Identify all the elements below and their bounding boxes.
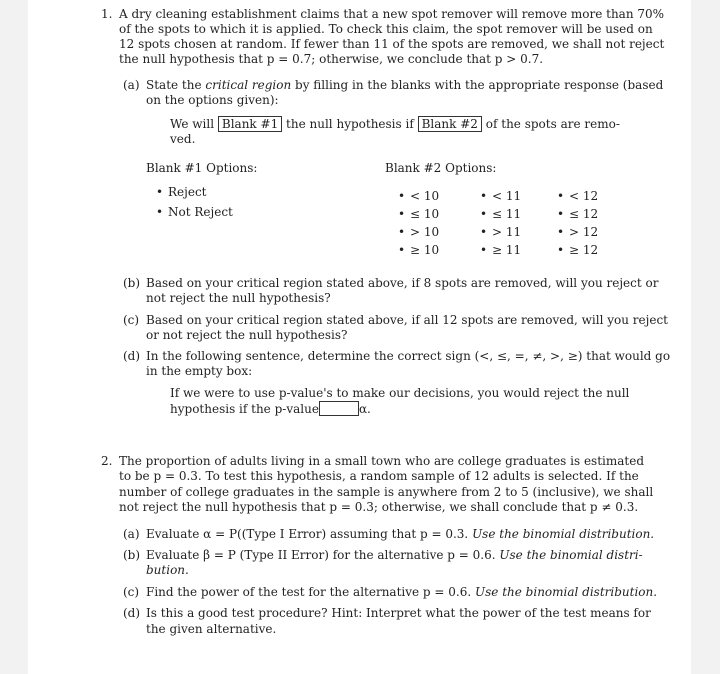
q1b-line-2: not reject the null hypothesis?: [146, 291, 331, 305]
q1a-statement: We will Blank #1 the null hypothesis if Blank #2 of the spots are remo-: [170, 117, 620, 131]
q1a-line-2: on the options given):: [146, 93, 279, 107]
q1-number: 1.: [101, 7, 113, 21]
q1d-line-2: in the empty box:: [146, 364, 253, 378]
q1b-label: (b): [123, 276, 141, 290]
q1a-statement-cont: ved.: [170, 132, 196, 146]
q1d-line-1: In the following sentence, determine the correct sign (<, ≤, =, ≠, >, ≥) that would go: [146, 349, 671, 363]
q1-line-1: A dry cleaning establishment claims that a new spot remover will remove more than 70%: [119, 7, 665, 21]
q1c-line-1: Based on your critical region stated above, if all 12 spots are removed, will you reject: [146, 313, 668, 327]
q1a-line-1: State the critical region by filling in the blanks with the appropriate response (based: [146, 78, 664, 92]
q2c-label: (c): [123, 585, 140, 599]
q2b-text-cont: bution.: [146, 563, 189, 577]
blank-2-option: • > 11: [480, 225, 522, 239]
blank-2-option: • > 12: [557, 225, 599, 239]
blank-1-box: Blank #1: [218, 116, 282, 132]
q1c-line-2: or not reject the null hypothesis?: [146, 328, 348, 342]
q2-line-3: number of college graduates in the sample is anywhere from 2 to 5 (inclusive), we shall: [119, 485, 654, 499]
blank-2-option: • ≥ 11: [480, 243, 522, 257]
sign-answer-box[interactable]: [319, 401, 359, 416]
q1d-label: (d): [123, 349, 141, 363]
q2d-line-1: Is this a good test procedure? Hint: Interpret what the power of the test means for: [146, 606, 651, 620]
q2d-label: (d): [123, 606, 141, 620]
blank-2-option: • < 10: [398, 189, 440, 203]
blank-2-option: • > 10: [398, 225, 440, 239]
q1c-label: (c): [123, 313, 140, 327]
document-page: [28, 0, 691, 674]
q2-line-4: not reject the null hypothesis that p = 0.3; otherwise, we shall conclude that p ≠ 0.3.: [119, 500, 639, 514]
q2c-text: Find the power of the test for the alternative p = 0.6. Use the binomial distribution.: [146, 585, 658, 599]
q1d-sentence-2: hypothesis if the p-value α.: [170, 402, 371, 416]
q1-line-3: 12 spots chosen at random. If fewer than 11 of the spots are removed, we shall not reject: [119, 37, 665, 51]
q2-line-2: to be p = 0.3. To test this hypothesis, a random sample of 12 adults is selected. If the: [119, 469, 639, 483]
blank-2-option: • ≤ 10: [398, 207, 440, 221]
q1d-sentence-1: If we were to use p-value's to make our decisions, you would reject the null: [170, 386, 630, 400]
blank-2-option: • < 12: [557, 189, 599, 203]
blank-2-option: • ≤ 12: [557, 207, 599, 221]
q2b-label: (b): [123, 548, 141, 562]
blank-1-option: • Not Reject: [156, 205, 233, 219]
blank-2-option: • < 11: [480, 189, 522, 203]
q2-number: 2.: [101, 454, 113, 468]
q1-line-2: of the spots to which it is applied. To check this claim, the spot remover will be used on: [119, 22, 653, 36]
q2d-line-2: the given alternative.: [146, 622, 277, 636]
q1a-label: (a): [123, 78, 140, 92]
q2-line-1: The proportion of adults living in a small town who are college graduates is estimated: [119, 454, 645, 468]
q1b-line-1: Based on your critical region stated above, if 8 spots are removed, will you reject or: [146, 276, 659, 290]
blank-1-options-title: Blank #1 Options:: [146, 161, 258, 175]
blank-2-option: • ≥ 10: [398, 243, 440, 257]
blank-2-option: • ≤ 11: [480, 207, 522, 221]
blank-2-options-title: Blank #2 Options:: [385, 161, 497, 175]
blank-2-box: Blank #2: [418, 116, 482, 132]
blank-2-option: • ≥ 12: [557, 243, 599, 257]
q1-line-4: the null hypothesis that p = 0.7; otherwise, we conclude that p > 0.7.: [119, 52, 544, 66]
blank-1-option: • Reject: [156, 185, 207, 199]
q2a-text: Evaluate α = P((Type I Error) assuming that p = 0.3. Use the binomial distribution.: [146, 527, 655, 541]
q2a-label: (a): [123, 527, 140, 541]
q2b-text: Evaluate β = P (Type II Error) for the alternative p = 0.6. Use the binomial distri-: [146, 548, 643, 562]
